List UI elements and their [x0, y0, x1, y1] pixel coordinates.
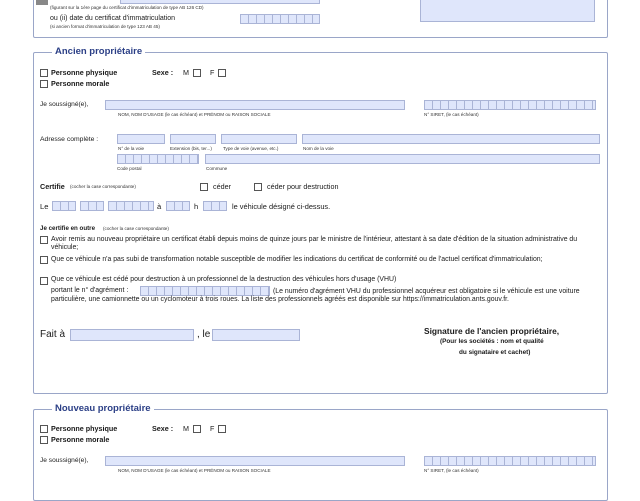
fait-a-label: Fait à: [40, 329, 66, 340]
immatriculation-note: (figurant sur la 1ère page du certificat d'immatriculation de type AB 126 CD): [50, 5, 204, 10]
nom-voie-field[interactable]: [302, 134, 600, 144]
certifie-outre-note: (cocher la case correspondante): [103, 226, 169, 231]
type-voie-caption: Type de voie (avenue, etc.): [223, 146, 279, 151]
minute-field[interactable]: [203, 201, 227, 211]
date-annee-field[interactable]: [108, 201, 154, 211]
opt3-checkbox[interactable]: [40, 277, 48, 285]
nom-field[interactable]: [105, 100, 405, 110]
signature-note-1: (Pour les sociétés : nom et qualité: [440, 338, 544, 345]
certifie-outre-label: Je certifie en outre: [40, 225, 96, 232]
heure-a-label: à: [157, 202, 162, 211]
nouveau-sexe-f-checkbox[interactable]: [218, 425, 226, 433]
date-le-label: Le: [40, 202, 49, 211]
heure-h-label: h: [194, 202, 199, 211]
code-postal-field[interactable]: [117, 154, 199, 164]
soussigne-label: Je soussigné(e),: [40, 101, 89, 108]
personne-morale-label: Personne morale: [51, 79, 110, 88]
nouveau-sexe-f-label: F: [210, 424, 215, 433]
opt1-text: Avoir remis au nouveau propriétaire un certificat établi depuis moins de quinze jours par le ministre de l'intérieur, attestant à sa date d'édition de la situation administrative du véhicule;: [51, 236, 578, 252]
date-jour-field[interactable]: [52, 201, 76, 211]
opt3-text-b: portant le n° d'agrément :: [51, 287, 129, 294]
certifie-label: Certifie: [40, 182, 65, 191]
sexe-f-checkbox[interactable]: [218, 69, 226, 77]
ceder-label: céder: [213, 182, 231, 191]
sexe-label: Sexe :: [152, 68, 174, 77]
ancien-section-title: Ancien propriétaire: [52, 47, 145, 57]
sexe-m-label: M: [183, 68, 189, 77]
date-certificat-field[interactable]: [240, 14, 320, 24]
opt3-text-c: (Le numéro d'agrément VHU du professionnel acquéreur est obligatoire si le véhicule est une voiture particulière, une camionnette ou un cyclomoteur à trois roues. La liste des professionnels agréés est disponible sur https://immatriculation.ants.gouv.fr.: [51, 288, 580, 304]
numero-voie-caption: N° de la voie: [118, 146, 145, 151]
date-certificat-note: (si ancien format d'immatriculation de type 123 AB 45): [50, 24, 160, 29]
opt3-text-a: Que ce véhicule est cédé pour destruction à un professionnel de la destruction des véhicules hors d'usage (VHU): [51, 276, 397, 283]
adresse-label: Adresse complète :: [40, 136, 99, 143]
nouveau-siret-field[interactable]: [424, 456, 596, 466]
nouveau-personne-morale-checkbox[interactable]: [40, 436, 48, 444]
nouveau-siret-caption: N° SIRET, (le cas échéant): [424, 468, 479, 473]
ceder-destruction-checkbox[interactable]: [254, 183, 262, 191]
ceder-checkbox[interactable]: [200, 183, 208, 191]
personne-morale-checkbox[interactable]: [40, 80, 48, 88]
sexe-m-checkbox[interactable]: [193, 69, 201, 77]
type-voie-field[interactable]: [221, 134, 297, 144]
nouveau-sexe-m-checkbox[interactable]: [193, 425, 201, 433]
nouveau-section-title: Nouveau propriétaire: [52, 404, 154, 414]
opt2-checkbox[interactable]: [40, 256, 48, 264]
extension-caption: Extension (bis, ter...): [170, 146, 212, 151]
nouveau-nom-field[interactable]: [105, 456, 405, 466]
fait-a-field[interactable]: [70, 329, 194, 341]
ceder-destruction-label: céder pour destruction: [267, 182, 339, 191]
heure-field[interactable]: [166, 201, 190, 211]
top-field-right[interactable]: [420, 0, 595, 22]
commune-caption: Commune: [206, 166, 228, 171]
top-field-1[interactable]: [120, 0, 320, 4]
signature-label: Signature de l'ancien propriétaire,: [424, 326, 560, 336]
opt1-checkbox[interactable]: [40, 236, 48, 244]
sexe-f-label: F: [210, 68, 215, 77]
personne-physique-checkbox[interactable]: [40, 69, 48, 77]
nouveau-personne-physique-label: Personne physique: [51, 424, 118, 433]
fait-le-label: , le: [197, 329, 211, 340]
nouveau-sexe-m-label: M: [183, 424, 189, 433]
date-mois-field[interactable]: [80, 201, 104, 211]
extension-field[interactable]: [170, 134, 216, 144]
nouveau-personne-physique-checkbox[interactable]: [40, 425, 48, 433]
certifie-note: (cocher la case correspondante): [70, 184, 136, 189]
signature-note-2: du signataire et cachet): [459, 349, 531, 356]
nouveau-soussigne-label: Je soussigné(e),: [40, 457, 89, 464]
nom-voie-caption: Nom de la voie: [303, 146, 334, 151]
nom-caption: NOM, NOM D'USAGE (le cas échéant) et PRÉNOM ou RAISON SOCIALE: [118, 112, 271, 117]
vehicule-designe-text: le véhicule désigné ci-dessus.: [232, 202, 331, 211]
fait-le-field[interactable]: [212, 329, 300, 341]
commune-field[interactable]: [205, 154, 600, 164]
top-gray-band: [36, 0, 48, 5]
nouveau-personne-morale-label: Personne morale: [51, 435, 110, 444]
personne-physique-label: Personne physique: [51, 68, 118, 77]
siret-caption: N° SIRET, (le cas échéant): [424, 112, 479, 117]
nouveau-nom-caption: NOM, NOM D'USAGE (le cas échéant) et PRÉNOM ou RAISON SOCIALE: [118, 468, 271, 473]
date-certificat-label: ou (ii) date du certificat d'immatriculation: [50, 15, 176, 22]
nouveau-sexe-label: Sexe :: [152, 424, 174, 433]
siret-field[interactable]: [424, 100, 596, 110]
opt2-text: Que ce véhicule n'a pas subi de transformation notable susceptible de modifier les indications du certificat de conformité ou de l'actuel certificat d'immatriculation;: [51, 256, 543, 263]
code-postal-caption: Code postal: [117, 166, 142, 171]
numero-voie-field[interactable]: [117, 134, 165, 144]
nouveau-section-box: [33, 409, 608, 501]
